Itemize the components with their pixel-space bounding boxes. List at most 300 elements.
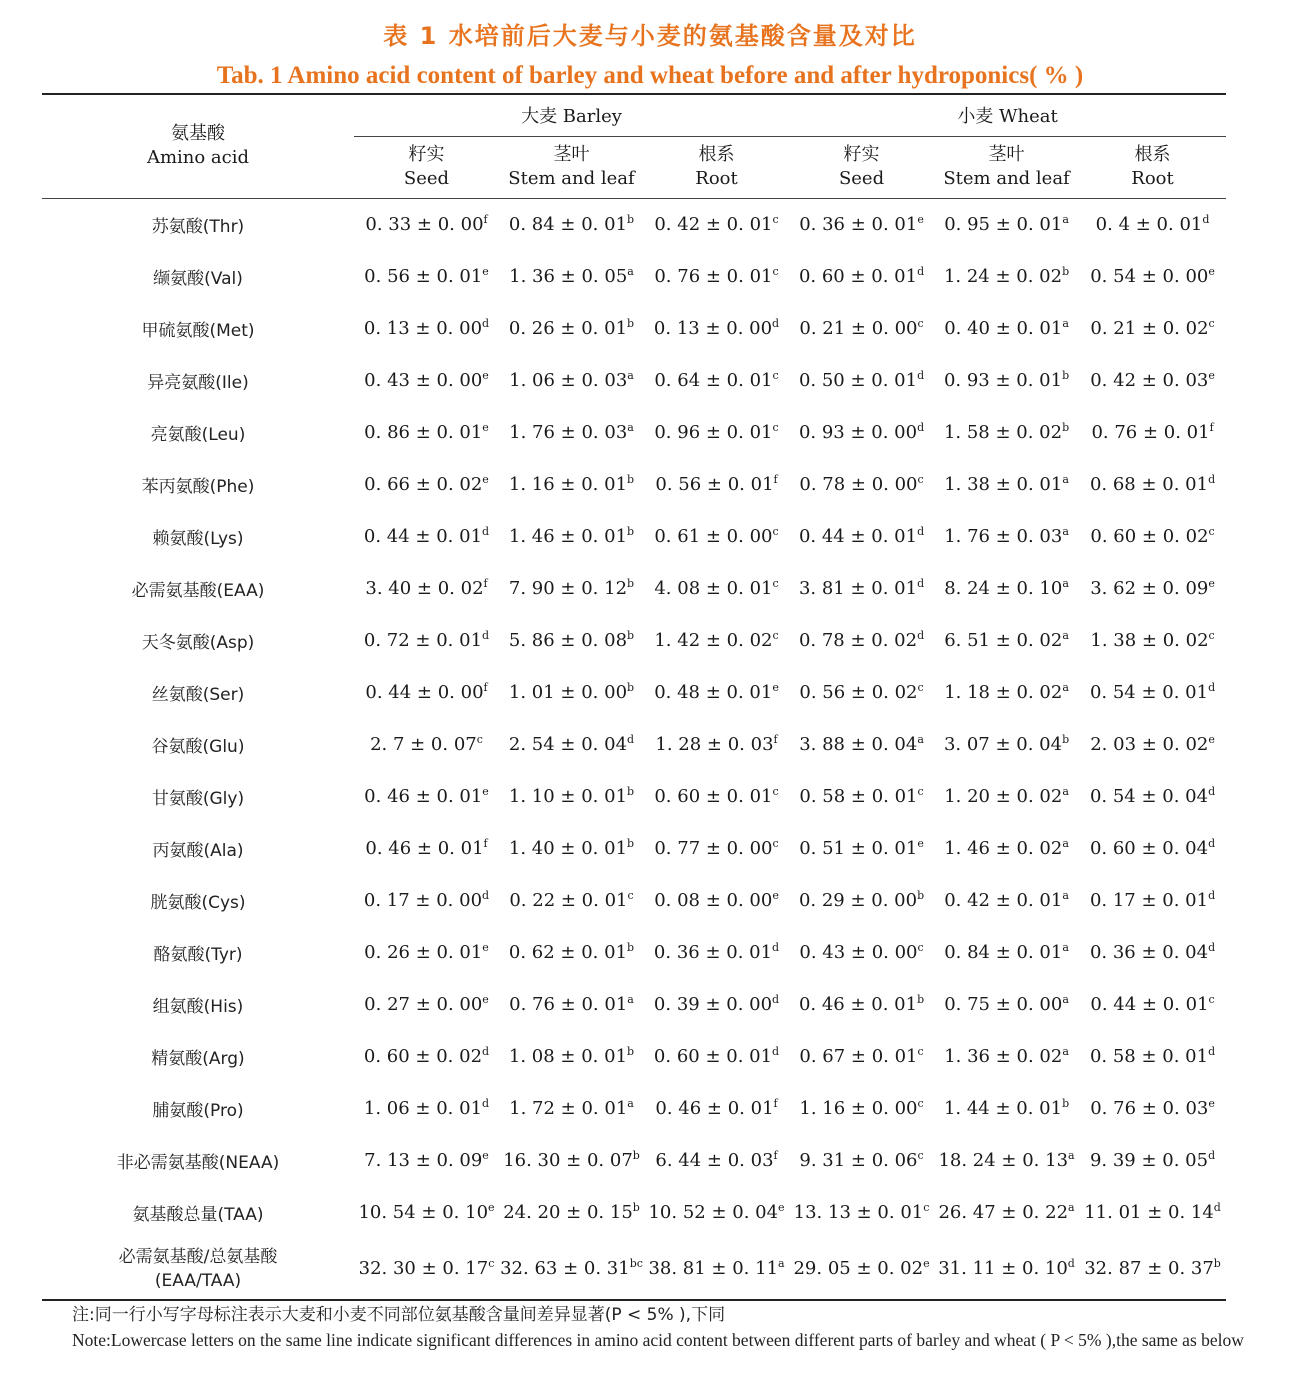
value-cell: [934, 979, 1079, 1031]
value-text: 0. 93 ± 0. 01: [943, 370, 1063, 391]
value-text: 1. 76 ± 0. 03: [509, 422, 628, 443]
value-text: 1. 38 ± 0. 02: [1090, 630, 1209, 651]
value-cell: [1079, 927, 1226, 979]
amino-acid-header-cn: 氨基酸: [171, 123, 225, 145]
significance-letter: d: [482, 889, 490, 902]
value-text: 0. 36 ± 0. 01: [799, 214, 918, 235]
value-cell: [499, 198, 644, 251]
value-text: 1. 18 ± 0. 02: [944, 682, 1063, 703]
value-text: 1. 46 ± 0. 01: [508, 526, 628, 547]
significance-letter: d: [627, 733, 635, 746]
part-header: [934, 136, 1079, 198]
significance-letter: d: [917, 577, 925, 590]
value-text: 0. 13 ± 0. 00: [653, 318, 773, 339]
row-name: 丙氨酸(Ala): [152, 841, 244, 861]
value-cell: [354, 1239, 499, 1300]
value-cell: [354, 407, 499, 459]
significance-letter: c: [772, 421, 779, 434]
significance-letter: c: [488, 1257, 495, 1270]
significance-letter: a: [1062, 993, 1069, 1006]
value-cell: [789, 719, 934, 771]
value-cell: [499, 771, 644, 823]
value-cell: [644, 303, 789, 355]
value-text: 0. 17 ± 0. 00: [363, 890, 483, 911]
value-text: 0. 48 ± 0. 01: [654, 682, 773, 703]
row-name: 甲硫氨酸(Met): [141, 321, 255, 341]
significance-letter: d: [917, 525, 925, 538]
value-cell: [934, 1239, 1079, 1300]
value-text: 0. 75 ± 0. 00: [944, 994, 1063, 1015]
header-group-row: [42, 94, 1226, 136]
table-row: [42, 823, 1226, 875]
value-text: 1. 42 ± 0. 02: [654, 630, 773, 651]
row-name: 非必需氨基酸(NEAA): [116, 1153, 280, 1173]
value-cell: [1079, 303, 1226, 355]
value-text: 0. 33 ± 0. 00: [365, 214, 484, 235]
value-text: 0. 78 ± 0. 00: [799, 474, 918, 495]
part-cn: 茎叶: [988, 144, 1025, 165]
value-cell: [354, 615, 499, 667]
value-text: 0. 54 ± 0. 04: [1089, 786, 1209, 807]
significance-letter: a: [1062, 629, 1069, 642]
value-text: 0. 84 ± 0. 01: [944, 942, 1063, 963]
value-text: 16. 30 ± 0. 07: [503, 1150, 633, 1171]
value-cell: [789, 667, 934, 719]
significance-letter: c: [772, 369, 779, 382]
value-cell: [1079, 511, 1226, 563]
significance-letter: b: [627, 681, 635, 694]
value-cell: [644, 1083, 789, 1135]
significance-letter: e: [772, 681, 779, 694]
value-cell: [499, 407, 644, 459]
value-cell: [934, 563, 1079, 615]
row-name: 胱氨酸(Cys): [150, 893, 246, 913]
part-cn: 籽实: [843, 144, 880, 165]
significance-letter: a: [1062, 785, 1069, 798]
significance-letter: a: [1062, 317, 1069, 330]
value-text: 0. 72 ± 0. 01: [363, 630, 483, 651]
significance-letter: a: [1068, 1201, 1075, 1214]
part-header: [499, 136, 644, 198]
value-cell: [644, 1187, 789, 1239]
significance-letter: d: [772, 317, 780, 330]
table-row-eaa-taa: [42, 1239, 1226, 1300]
value-cell: [1079, 1031, 1226, 1083]
value-text: 0. 64 ± 0. 01: [654, 370, 773, 391]
value-text: 1. 38 ± 0. 01: [944, 474, 1063, 495]
significance-letter: d: [482, 525, 490, 538]
value-text: 0. 46 ± 0. 01: [655, 1098, 774, 1119]
significance-letter: c: [1208, 525, 1215, 538]
value-text: 0. 58 ± 0. 01: [799, 786, 918, 807]
part-en: Root: [1131, 168, 1174, 189]
value-cell: [934, 303, 1079, 355]
part-header: [789, 136, 934, 198]
value-text: 0. 76 ± 0. 01: [509, 994, 628, 1015]
value-text: 0. 50 ± 0. 01: [798, 370, 918, 391]
significance-letter: d: [482, 1045, 490, 1058]
value-text: 1. 44 ± 0. 01: [943, 1098, 1063, 1119]
value-cell: [499, 667, 644, 719]
value-text: 0. 42 ± 0. 03: [1090, 370, 1209, 391]
row-name: 赖氨酸(Lys): [152, 529, 244, 549]
row-name: 精氨酸(Arg): [151, 1049, 245, 1069]
significance-letter: c: [917, 785, 924, 798]
value-text: 0. 93 ± 0. 00: [798, 422, 918, 443]
value-cell: [1079, 1187, 1226, 1239]
table-row: [42, 667, 1226, 719]
value-cell: [934, 667, 1079, 719]
value-text: 0. 21 ± 0. 02: [1090, 318, 1209, 339]
value-cell: [1079, 459, 1226, 511]
value-text: 1. 36 ± 0. 05: [509, 266, 628, 287]
significance-letter: d: [1208, 1045, 1216, 1058]
significance-letter: a: [627, 369, 634, 382]
significance-letter: a: [1062, 889, 1069, 902]
value-text: 4. 08 ± 0. 01: [654, 578, 773, 599]
value-cell: [354, 875, 499, 927]
value-text: 26. 47 ± 0. 22: [938, 1202, 1069, 1223]
value-cell: [644, 459, 789, 511]
value-cell: [1079, 251, 1226, 303]
part-header: [354, 136, 499, 198]
significance-letter: b: [632, 1201, 640, 1214]
value-cell: [1079, 979, 1226, 1031]
value-cell: [499, 1031, 644, 1083]
wheat-header: 小麦 Wheat: [789, 94, 1226, 136]
value-text: 1. 16 ± 0. 01: [508, 474, 628, 495]
value-text: 31. 11 ± 0. 10: [938, 1258, 1068, 1279]
row-name: 氨基酸总量(TAA): [132, 1205, 264, 1225]
row-name: 缬氨酸(Val): [153, 269, 243, 289]
significance-letter: f: [483, 213, 488, 226]
significance-letter: b: [627, 577, 635, 590]
row-name-line2: (EAA/TAA): [154, 1270, 242, 1291]
value-cell: [354, 719, 499, 771]
value-text: 1. 28 ± 0. 03: [655, 734, 774, 755]
value-cell: [934, 459, 1079, 511]
value-cell: [499, 875, 644, 927]
value-cell: [934, 719, 1079, 771]
value-text: 0. 39 ± 0. 00: [653, 994, 773, 1015]
row-name: 异亮氨酸(Ile): [147, 373, 249, 393]
significance-letter: b: [627, 317, 635, 330]
table-row: [42, 563, 1226, 615]
significance-letter: a: [1062, 681, 1069, 694]
value-text: 1. 16 ± 0. 00: [799, 1098, 918, 1119]
value-cell: [934, 927, 1079, 979]
value-text: 0. 86 ± 0. 01: [364, 422, 483, 443]
significance-letter: e: [482, 369, 489, 382]
significance-letter: e: [482, 265, 489, 278]
significance-letter: d: [482, 629, 490, 642]
value-text: 10. 54 ± 0. 10: [358, 1202, 489, 1223]
value-text: 0. 77 ± 0. 00: [654, 838, 773, 859]
value-text: 0. 43 ± 0. 00: [799, 942, 918, 963]
value-text: 1. 24 ± 0. 02: [943, 266, 1063, 287]
value-text: 0. 78 ± 0. 02: [798, 630, 918, 651]
value-cell: [1079, 771, 1226, 823]
table-row: [42, 1135, 1226, 1187]
significance-letter: d: [482, 317, 490, 330]
significance-letter: b: [627, 525, 635, 538]
value-text: 38. 81 ± 0. 11: [648, 1258, 779, 1279]
value-cell: [789, 303, 934, 355]
significance-letter: b: [627, 941, 635, 954]
value-cell: [354, 1135, 499, 1187]
significance-letter: f: [1209, 421, 1214, 434]
significance-letter: f: [773, 1149, 778, 1162]
value-text: 0. 61 ± 0. 00: [654, 526, 773, 547]
row-name: 甘氨酸(Gly): [151, 789, 245, 809]
table-caption: [0, 18, 1300, 96]
significance-letter: e: [917, 213, 924, 226]
row-name: 酪氨酸(Tyr): [153, 945, 243, 965]
significance-letter: c: [772, 265, 779, 278]
table-row: [42, 979, 1226, 1031]
significance-letter: b: [627, 473, 635, 486]
value-text: 0. 21 ± 0. 00: [799, 318, 918, 339]
value-cell: [354, 355, 499, 407]
significance-letter: d: [1208, 837, 1216, 850]
value-cell: [499, 927, 644, 979]
value-text: 0. 67 ± 0. 01: [799, 1046, 918, 1067]
significance-letter: c: [917, 681, 924, 694]
significance-letter: f: [483, 837, 488, 850]
value-text: 0. 51 ± 0. 01: [799, 838, 918, 859]
significance-letter: e: [923, 1257, 930, 1270]
value-text: 9. 39 ± 0. 05: [1089, 1150, 1209, 1171]
value-cell: [354, 823, 499, 875]
significance-letter: c: [627, 889, 634, 902]
significance-letter: a: [1062, 941, 1069, 954]
significance-letter: b: [627, 837, 635, 850]
value-text: 0. 56 ± 0. 01: [655, 474, 774, 495]
value-text: 0. 84 ± 0. 01: [508, 214, 628, 235]
part-cn: 籽实: [408, 144, 445, 165]
significance-letter: e: [1208, 265, 1215, 278]
significance-letter: a: [917, 733, 924, 746]
value-cell: [499, 511, 644, 563]
barley-header: 大麦 Barley: [354, 94, 789, 136]
value-cell: [789, 1239, 934, 1300]
part-en: Root: [695, 168, 738, 189]
significance-letter: d: [1208, 785, 1216, 798]
significance-letter: d: [917, 629, 925, 642]
significance-letter: c: [772, 525, 779, 538]
significance-letter: f: [773, 1097, 778, 1110]
value-cell: [354, 303, 499, 355]
value-cell: [934, 1187, 1079, 1239]
row-name-line1: 必需氨基酸/总氨基酸: [118, 1246, 278, 1267]
significance-letter: bc: [629, 1257, 643, 1270]
significance-letter: c: [772, 577, 779, 590]
significance-letter: c: [772, 837, 779, 850]
value-text: 3. 40 ± 0. 02: [365, 578, 484, 599]
value-cell: [499, 355, 644, 407]
significance-letter: a: [627, 1097, 634, 1110]
value-text: 0. 44 ± 0. 01: [363, 526, 483, 547]
table-row: [42, 303, 1226, 355]
table-row: [42, 511, 1226, 563]
value-text: 0. 96 ± 0. 01: [654, 422, 773, 443]
value-text: 0. 17 ± 0. 01: [1089, 890, 1209, 911]
value-cell: [644, 1135, 789, 1187]
note-chinese: 注:同一行小写字母标注表示大麦和小麦不同部位氨基酸含量间差异显著(P < 5% ),下同: [72, 1305, 726, 1325]
value-cell: [1079, 875, 1226, 927]
value-cell: [1079, 1239, 1226, 1300]
significance-letter: b: [1062, 265, 1070, 278]
value-text: 32. 87 ± 0. 37: [1084, 1258, 1214, 1279]
value-cell: [354, 511, 499, 563]
part-en: Seed: [403, 168, 450, 189]
significance-letter: b: [1062, 421, 1070, 434]
value-cell: [1079, 355, 1226, 407]
row-name: 谷氨酸(Glu): [151, 737, 245, 757]
value-text: 32. 30 ± 0. 17: [358, 1258, 489, 1279]
part-cn: 根系: [1134, 144, 1171, 165]
significance-letter: d: [917, 265, 925, 278]
significance-letter: e: [1208, 1097, 1215, 1110]
value-text: 2. 7 ± 0. 07: [370, 734, 477, 755]
table-row: [42, 1187, 1226, 1239]
significance-letter: d: [917, 369, 925, 382]
value-cell: [644, 355, 789, 407]
significance-letter: d: [1208, 889, 1216, 902]
part-en: Stem and leaf: [508, 168, 635, 189]
value-cell: [1079, 1135, 1226, 1187]
significance-letter: d: [917, 421, 925, 434]
value-cell: [499, 1239, 644, 1300]
significance-letter: a: [627, 265, 634, 278]
value-text: 0. 42 ± 0. 01: [654, 214, 773, 235]
value-cell: [789, 615, 934, 667]
value-cell: [644, 875, 789, 927]
significance-letter: d: [482, 1097, 490, 1110]
value-cell: [644, 198, 789, 251]
table-row: [42, 459, 1226, 511]
value-text: 0. 54 ± 0. 01: [1089, 682, 1209, 703]
row-name: 苏氨酸(Thr): [151, 217, 245, 237]
value-cell: [499, 1083, 644, 1135]
value-text: 11. 01 ± 0. 14: [1084, 1202, 1214, 1223]
significance-letter: c: [1208, 629, 1215, 642]
value-cell: [354, 667, 499, 719]
value-cell: [789, 875, 934, 927]
significance-letter: b: [627, 629, 635, 642]
value-cell: [934, 771, 1079, 823]
value-text: 24. 20 ± 0. 15: [503, 1202, 633, 1223]
value-cell: [644, 251, 789, 303]
value-cell: [499, 615, 644, 667]
significance-letter: e: [1208, 733, 1215, 746]
value-cell: [354, 979, 499, 1031]
significance-letter: c: [772, 213, 779, 226]
value-cell: [644, 823, 789, 875]
value-cell: [1079, 407, 1226, 459]
part-en: Seed: [838, 168, 885, 189]
row-name: 亮氨酸(Leu): [150, 425, 246, 445]
value-text: 0. 60 ± 0. 02: [363, 1046, 483, 1067]
value-text: 8. 24 ± 0. 10: [944, 578, 1063, 599]
significance-letter: b: [1062, 1097, 1070, 1110]
part-header: [644, 136, 789, 198]
value-cell: [354, 198, 499, 251]
significance-letter: d: [1067, 1257, 1075, 1270]
value-text: 1. 06 ± 0. 01: [363, 1098, 483, 1119]
value-cell: [934, 511, 1079, 563]
significance-letter: c: [917, 317, 924, 330]
value-text: 1. 72 ± 0. 01: [509, 1098, 628, 1119]
value-cell: [644, 615, 789, 667]
significance-letter: c: [1208, 993, 1215, 1006]
value-text: 0. 29 ± 0. 00: [798, 890, 918, 911]
significance-letter: a: [778, 1257, 785, 1270]
significance-letter: b: [627, 785, 635, 798]
row-name: 必需氨基酸(EAA): [131, 581, 265, 601]
value-text: 0. 46 ± 0. 01: [365, 838, 484, 859]
value-cell: [934, 1135, 1079, 1187]
value-cell: [354, 1187, 499, 1239]
significance-letter: e: [1208, 369, 1215, 382]
row-name: 丝氨酸(Ser): [151, 685, 245, 705]
value-text: 7. 90 ± 0. 12: [508, 578, 628, 599]
value-text: 2. 54 ± 0. 04: [508, 734, 628, 755]
value-text: 0. 22 ± 0. 01: [509, 890, 628, 911]
part-cn: 根系: [698, 144, 735, 165]
table-row: [42, 875, 1226, 927]
significance-letter: b: [1062, 733, 1070, 746]
table-row: [42, 927, 1226, 979]
row-name: 组氨酸(His): [152, 997, 244, 1017]
significance-letter: a: [1062, 525, 1069, 538]
significance-letter: d: [772, 1045, 780, 1058]
value-text: 0. 54 ± 0. 00: [1090, 266, 1209, 287]
value-cell: [789, 355, 934, 407]
significance-letter: a: [627, 993, 634, 1006]
value-text: 7. 13 ± 0. 09: [364, 1150, 483, 1171]
significance-letter: f: [773, 733, 778, 746]
significance-letter: e: [482, 993, 489, 1006]
value-text: 29. 05 ± 0. 02: [793, 1258, 924, 1279]
value-cell: [789, 251, 934, 303]
value-text: 1. 58 ± 0. 02: [943, 422, 1063, 443]
significance-letter: e: [482, 1149, 489, 1162]
significance-letter: b: [917, 993, 925, 1006]
value-text: 5. 86 ± 0. 08: [508, 630, 628, 651]
significance-letter: a: [1062, 577, 1069, 590]
value-text: 0. 46 ± 0. 01: [364, 786, 483, 807]
value-text: 1. 06 ± 0. 03: [509, 370, 628, 391]
part-en: Stem and leaf: [943, 168, 1070, 189]
value-cell: [934, 823, 1079, 875]
value-text: 0. 76 ± 0. 01: [654, 266, 773, 287]
title-chinese: 表 1 水培前后大麦与小麦的氨基酸含量及对比: [383, 22, 917, 50]
significance-letter: e: [778, 1201, 785, 1214]
significance-letter: c: [1208, 317, 1215, 330]
significance-letter: b: [1062, 369, 1070, 382]
value-text: 0. 36 ± 0. 04: [1089, 942, 1209, 963]
value-cell: [934, 198, 1079, 251]
significance-letter: c: [772, 785, 779, 798]
table-row: [42, 355, 1226, 407]
value-cell: [789, 979, 934, 1031]
table-row: [42, 407, 1226, 459]
significance-letter: c: [772, 629, 779, 642]
value-text: 1. 46 ± 0. 02: [944, 838, 1063, 859]
row-name: [42, 1239, 354, 1300]
value-text: 0. 44 ± 0. 01: [1090, 994, 1209, 1015]
